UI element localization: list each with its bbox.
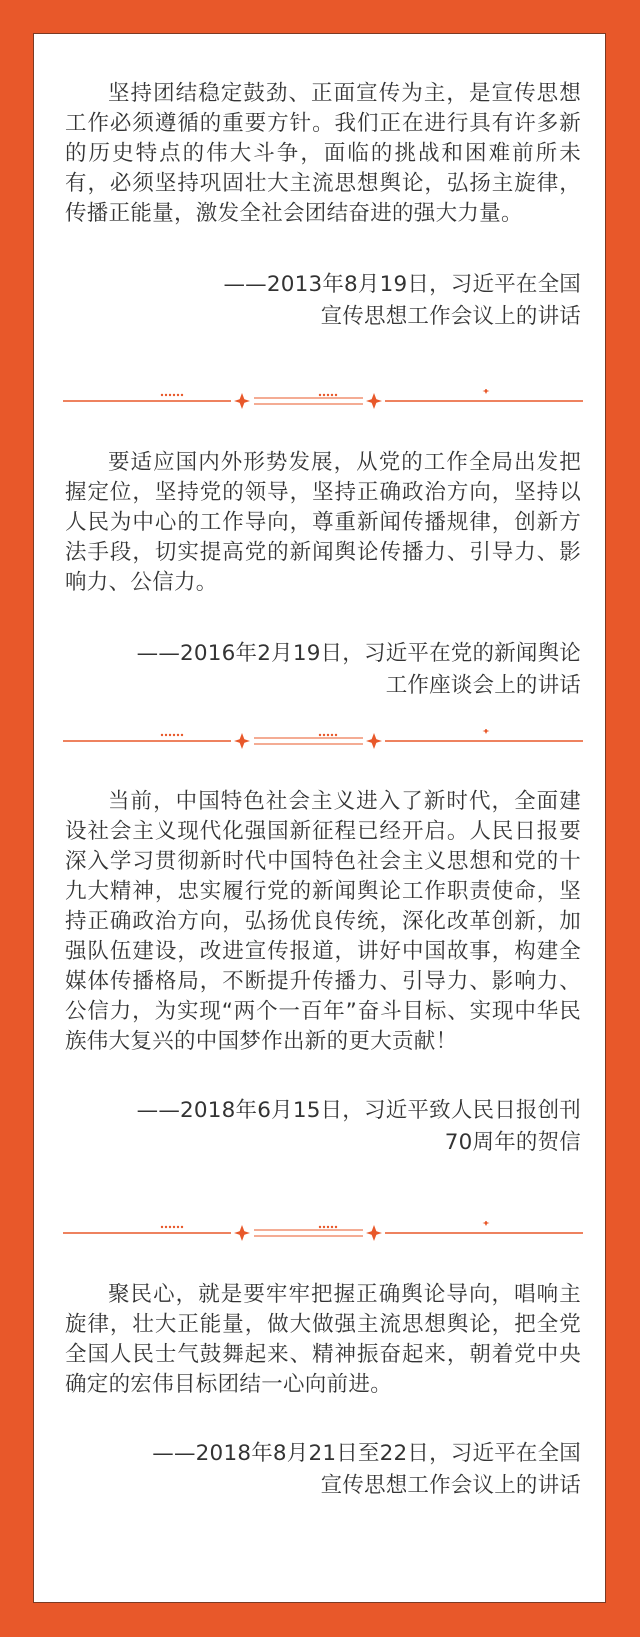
ornamental-divider: [63, 729, 583, 753]
quote-block-3: [65, 787, 581, 1159]
quote-block-2: [65, 448, 581, 702]
ornamental-divider: [63, 1221, 583, 1245]
quote-text: 当前，中国特色社会主义进入了新时代，全面建设社会主义现代化强国新征程已经开启。人民日报要深入学习贯彻新时代中国特色社会主义思想和党的十九大精神，忠实履行党的新闻舆论工作职责使命，坚持正确政治方向，弘扬优良传统，深化改革创新，加强队伍建设，改进宣传报道，讲好中国故事，构建全媒体传播格局，不断提升传播力、引导力、影响力、公信力，为实现“两个一百年”奋斗目标、实现中华民族伟大复兴的中国梦作出新的更大贡献！: [65, 789, 581, 1054]
quote-source: ——2018年6月15日，习近平致人民日报创刊 70周年的贺信: [136, 1098, 581, 1155]
quote-source: ——2018年8月21日至22日，习近平在全国 宣传思想工作会议上的讲话: [152, 1441, 581, 1498]
quote-text: 要适应国内外形势发展，从党的工作全局出发把握定位，坚持党的领导，坚持正确政治方向，坚持以人民为中心的工作导向，尊重新闻传播规律，创新方法手段，切实提高党的新闻舆论传播力、引导力、影响力、公信力。: [65, 450, 581, 595]
ornamental-divider: [63, 389, 583, 413]
quote-source: ——2016年2月19日，习近平在党的新闻舆论 工作座谈会上的讲话: [136, 641, 581, 698]
quote-text: 坚持团结稳定鼓劲、正面宣传为主，是宣传思想工作必须遵循的重要方针。我们正在进行具有许多新的历史特点的伟大斗争，面临的挑战和困难前所未有，必须坚持巩固壮大主流思想舆论，弘扬主旋律，传播正能量，激发全社会团结奋进的强大力量。: [65, 81, 581, 226]
quote-source: ——2013年8月19日，习近平在全国 宣传思想工作会议上的讲话: [223, 272, 581, 329]
quote-card: [33, 33, 606, 1603]
quote-block-4: [65, 1280, 581, 1502]
quote-text: 聚民心，就是要牢牢把握正确舆论导向，唱响主旋律，壮大正能量，做大做强主流思想舆论，把全党全国人民士气鼓舞起来、精神振奋起来，朝着党中央确定的宏伟目标团结一心向前进。: [65, 1282, 581, 1397]
quote-block-1: [65, 79, 581, 333]
